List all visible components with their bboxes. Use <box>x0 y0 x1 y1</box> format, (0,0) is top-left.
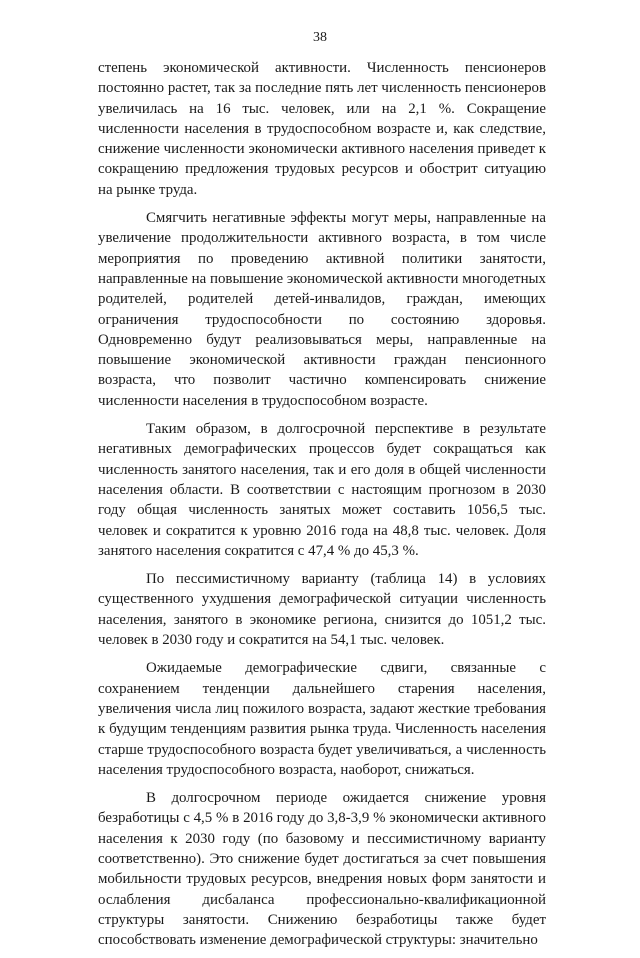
paragraph-5: Ожидаемые демографические сдвиги, связанные с сохранением тенденции дальнейшего старения населения, увеличения числа лиц пожилого возраста, задают жесткие требования к будущим тенденциям развития рынка труда. Численность населения старше трудоспособного возраста будет увеличиваться, а численность населения трудоспособного возраста, наоборот, снижаться. <box>98 660 546 778</box>
paragraph-2: Смягчить негативные эффекты могут меры, направленные на увеличение продолжительности активного возраста, в том числе мероприятия по проведению активной политики занятости, направленные на повышение экономической активности многодетных родителей, родителей детей-инвалидов, граждан, имеющих ограничения трудоспособности по состоянию здоровья. Одновременно будут реализовываться меры, направленные на повышение экономической активности граждан пенсионного возраста, что позволит частично компенсировать снижение численности населения в трудоспособном возрасте. <box>98 210 546 409</box>
paragraph-1: степень экономической активности. Численность пенсионеров постоянно растет, так за последние пять лет численность пенсионеров увеличилась на 16 тыс. человек, или на 2,1 %. Сокращение численности населения в трудоспособном возрасте и, как следствие, снижение численности экономически активного населения приведет к сокращению предложения трудовых ресурсов и обострит ситуацию на рынке труда. <box>98 60 546 198</box>
body-text <box>98 58 546 958</box>
page-number: 38 <box>313 30 327 45</box>
paragraph-6: В долгосрочном периоде ожидается снижение уровня безработицы с 4,5 % в 2016 году до 3,8-3,9 % экономически активного населения к 2030 году (по базовому и пессимистичному варианту соответственно). Это снижение будет достигаться за счет повышения мобильности трудовых ресурсов, внедрения новых форм занятости и ослабления дисбаланса профессионально-квалификационной структуры занятости. Снижению безработицы также будет способствовать изменение демографической структуры: значительно <box>98 790 546 949</box>
paragraph-4: По пессимистичному варианту (таблица 14) в условиях существенного ухудшения демографической ситуации численность населения, занятого в экономике региона, снизится до 1051,2 тыс. человек в 2030 году и сократится на 54,1 тыс. человек. <box>98 571 546 649</box>
paragraph-3: Таким образом, в долгосрочной перспективе в результате негативных демографических процессов будет сокращаться как численность занятого населения, так и его доля в общей численности населения области. В соответствии с настоящим прогнозом в 2030 году общая численность занятых может составить 1056,5 тыс. человек и сократится к уровню 2016 года на 48,8 тыс. человек. Доля занятого населения сократится с 47,4 % до 45,3 %. <box>98 421 546 559</box>
